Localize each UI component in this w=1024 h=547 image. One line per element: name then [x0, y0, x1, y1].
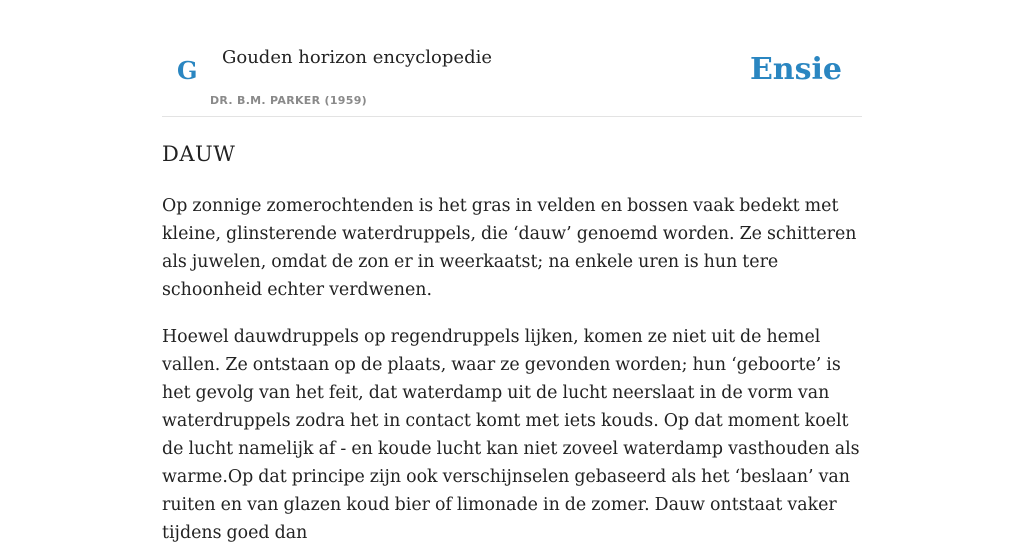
book-title[interactable]: Gouden horizon encyclopedie	[222, 47, 492, 68]
book-logo[interactable]: G	[177, 56, 198, 85]
article	[162, 138, 862, 547]
article-paragraph: Hoewel dauwdruppels op regendruppels lijken, komen ze niet uit de hemel vallen. Ze ontstaan op de plaats, waar ze gevonden worden; hun ‘geboorte’ is het gevolg van het feit, dat waterdamp uit de lucht neerslaat in de vorm van waterdruppels zodra het in contact komt met iets kouds. Op dat moment koelt de lucht namelijk af - en koude lucht kan niet zoveel waterdamp vasthouden als warme.Op dat principe zijn ook verschijnselen gebaseerd als het ‘beslaan’ van ruiten en van glazen koud bier of limonade in de zomer. Dauw ontstaat vaker tijdens goed dan	[162, 327, 860, 543]
article-paragraph: Op zonnige zomerochtenden is het gras in velden en bossen vaak bedekt met kleine, glinsterende waterdruppels, die ‘dauw’ genoemd worden. Ze schitteren als juwelen, omdat de zon er in weerkaatst; na enkele uren is hun tere schoonheid echter verdwenen.	[162, 196, 857, 300]
book-author: DR. B.M. PARKER (1959)	[210, 94, 367, 107]
header	[162, 0, 862, 117]
ensie-logo[interactable]: Ensie	[749, 52, 842, 87]
article-headword: DAUW	[162, 142, 236, 166]
